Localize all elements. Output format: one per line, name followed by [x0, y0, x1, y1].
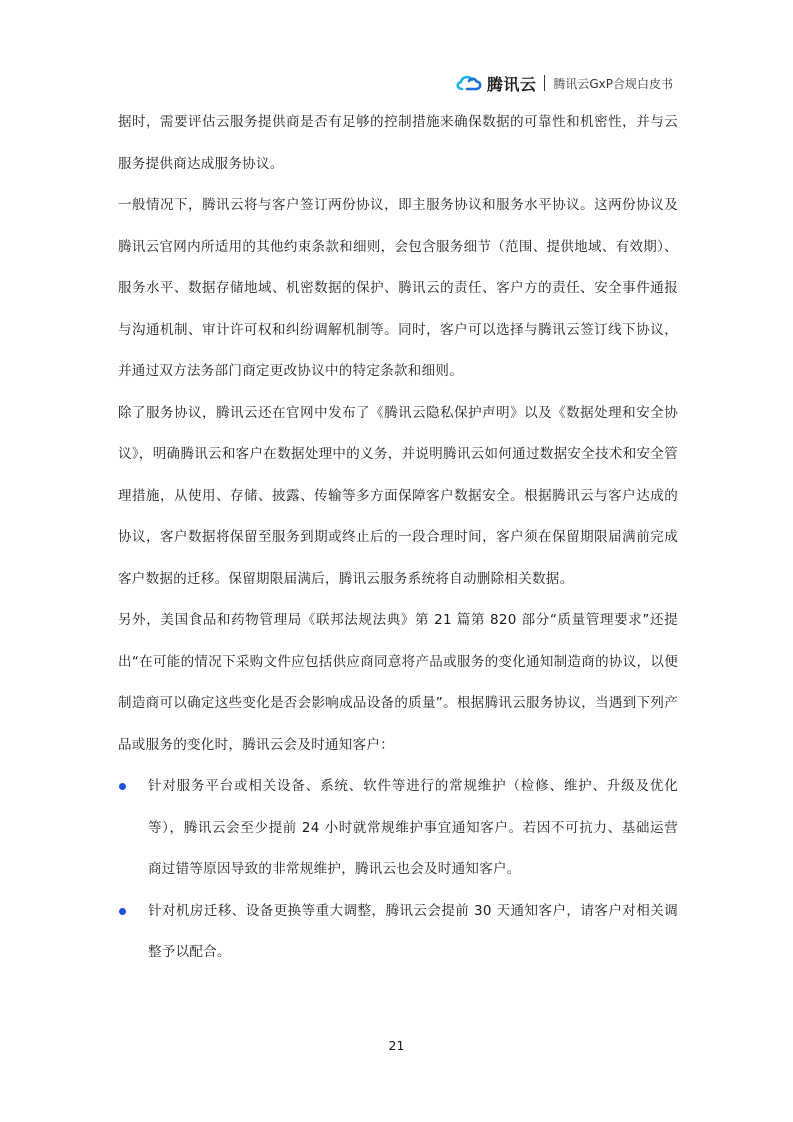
- paragraph: 另外，美国食品和药物管理局《联邦法规法典》第 21 篇第 820 部分“质量管理要求”还提出“在可能的情况下采购文件应包括供应商同意将产品或服务的变化通知制造商的协议，以便制造商可以确定这些变化是否会影响成品设备的质量”。根据腾讯云服务协议，当遇到下列产品或服务的变化时，腾讯云会及时通知客户：: [118, 612, 678, 753]
- paragraph: 据时，需要评估云服务提供商是否有足够的控制措施来确保数据的可靠性和机密性，并与云服务提供商达成服务协议。: [118, 114, 678, 172]
- list-item: [118, 891, 678, 974]
- list-item-text: 针对服务平台或相关设备、系统、软件等进行的常规维护（检修、维护、升级及优化等），腾讯云会至少提前 24 小时就常规维护事宜通知客户。若因不可抗力、基础运营商过错等原因导致的非常规维护，腾讯云也会及时通知客户。: [148, 778, 678, 877]
- paragraph: 除了服务协议，腾讯云还在官网中发布了《腾讯云隐私保护声明》以及《数据处理和安全协议》，明确腾讯云和客户在数据处理中的义务，并说明腾讯云如何通过数据安全技术和安全管理措施，从使用、存储、披露、传输等多方面保障客户数据安全。根据腾讯云与客户达成的协议，客户数据将保留至服务到期或终止后的一段合理时间，客户须在保留期限届满前完成客户数据的迁移。保留期限届满后，腾讯云服务系统将自动删除相关数据。: [118, 404, 678, 587]
- brand-name: 腾讯云: [486, 74, 537, 94]
- bullet-icon: [119, 783, 126, 790]
- page-header: [455, 70, 673, 96]
- page-number: 21: [388, 1038, 405, 1053]
- header-divider: [544, 75, 545, 91]
- page-body: [118, 102, 678, 974]
- list-item-text: 针对机房迁移、设备更换等重大调整，腾讯云会提前 30 天通知客户，请客户对相关调整予以配合。: [148, 902, 678, 960]
- list-item: [118, 766, 678, 891]
- paragraph: 一般情况下，腾讯云将与客户签订两份协议，即主服务协议和服务水平协议。这两份协议及腾讯云官网内所适用的其他约束条款和细则，会包含服务细节（范围、提供地域、有效期）、服务水平、数据存储地域、机密数据的保护、腾讯云的责任、客户方的责任、安全事件通报与沟通机制、审计许可权和纠纷调解机制等。同时，客户可以选择与腾讯云签订线下协议，并通过双方法务部门商定更改协议中的特定条款和细则。: [118, 197, 678, 379]
- bullet-icon: [119, 908, 126, 915]
- tencent-cloud-logo-icon: [455, 74, 483, 92]
- document-title: 腾讯云GxP合规白皮书: [553, 76, 673, 91]
